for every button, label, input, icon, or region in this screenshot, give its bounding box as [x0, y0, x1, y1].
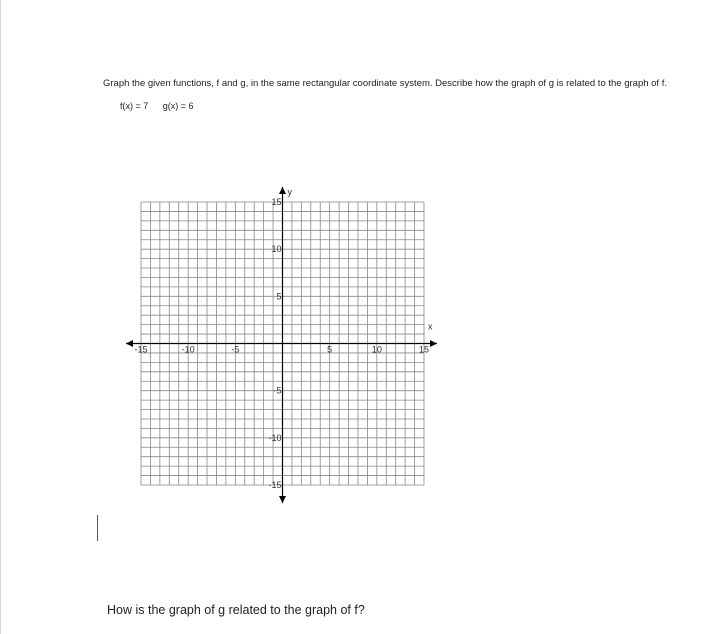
x-axis-right-arrow	[430, 340, 437, 347]
coordinate-graph[interactable]	[120, 180, 450, 510]
x-tick-label: 5	[327, 344, 333, 355]
x-tick-label: 10	[371, 344, 382, 355]
y-tick-label: -10	[268, 432, 282, 443]
x-tick-label: -5	[231, 344, 240, 355]
x-axis-label: x	[428, 321, 433, 332]
y-tick-label: -15	[268, 480, 282, 490]
text-cursor	[97, 515, 98, 541]
y-tick-label: 10	[271, 244, 282, 255]
y-tick-label: -5	[273, 385, 282, 396]
x-tick-label: 15	[418, 344, 430, 355]
function-definitions	[120, 101, 194, 111]
y-axis-up-arrow	[279, 187, 286, 194]
y-axis-down-arrow	[279, 496, 286, 503]
problem-instructions: Graph the given functions, f and g, in the same rectangular coordinate system. Describe how the graph of g is related to the graph of f.	[103, 78, 667, 89]
x-axis-left-arrow	[126, 340, 133, 347]
y-tick-label: 5	[276, 291, 282, 302]
y-tick-label: 15	[271, 197, 282, 207]
g-function-label: g(x) = 6	[162, 101, 194, 111]
left-page-border	[0, 0, 1, 634]
x-tick-label: -10	[181, 344, 195, 355]
f-function-label: f(x) = 7	[120, 101, 149, 111]
question-text: How is the graph of g related to the graph of f?	[107, 603, 365, 617]
y-axis-label: y	[287, 187, 292, 197]
x-tick-label: -15	[134, 344, 148, 355]
